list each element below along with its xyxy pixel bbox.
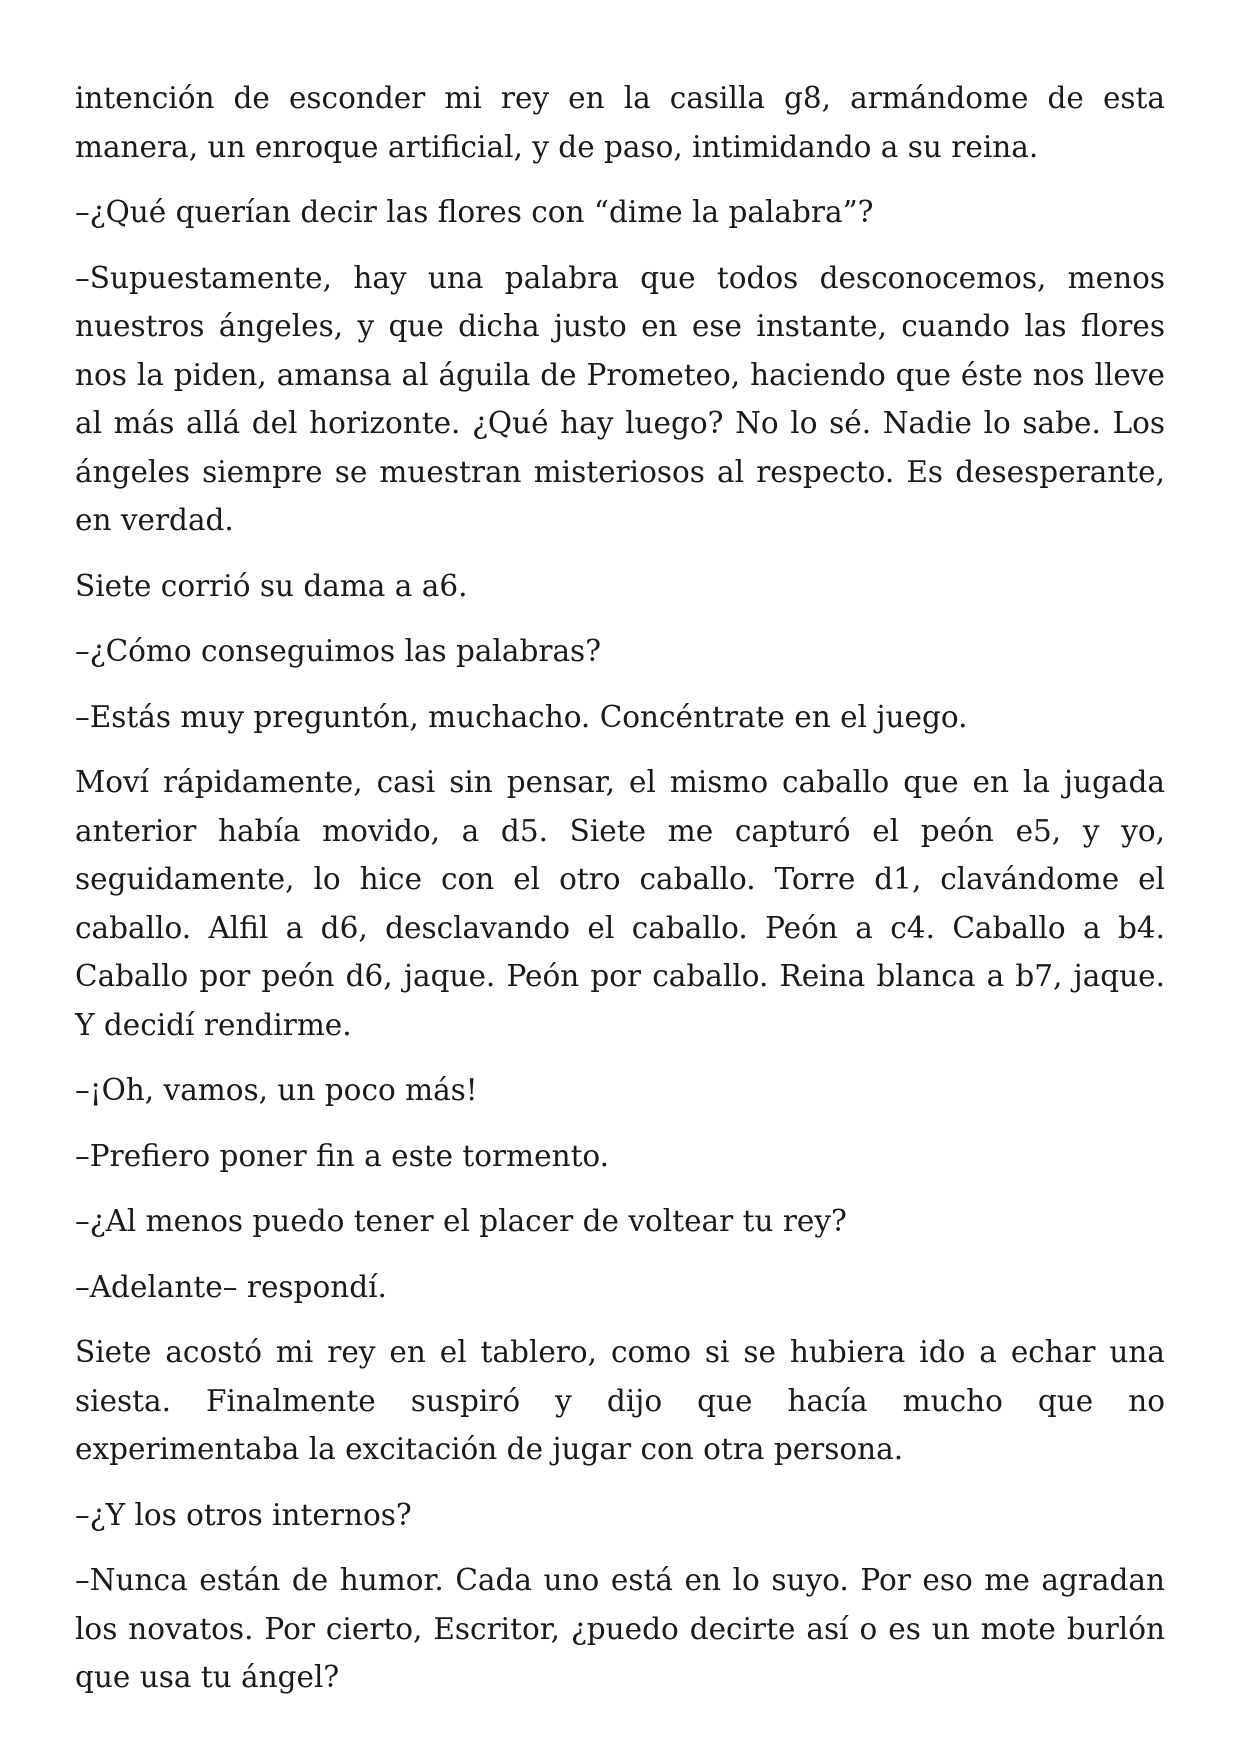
paragraph: Siete acostó mi rey en el tablero, como si se hubiera ido a echar una siesta. Finalmente suspiró y dijo que hacía mucho que no experimentaba la excitación de jugar con otra persona. [75,1335,1165,1466]
paragraph: –¿Cómo conseguimos las palabras? [75,634,602,668]
paragraph: –Adelante– respondí. [75,1269,387,1304]
paragraph: Siete corrió su dama a a6. [75,568,468,603]
paragraph: –¿Qué querían decir las flores con “dime la palabra”? [75,195,874,229]
paragraph: –Prefiero poner fin a este tormento. [75,1138,610,1173]
paragraph: –Supuestamente, hay una palabra que todos desconocemos, menos nuestros ángeles, y que dicha justo en ese instante, cuando las flores nos la piden, amansa al águila de Prometeo, haciendo que éste nos lleve al más allá del horizonte. ¿Qué hay luego? No lo sé. Nadie lo sabe. Los ángeles siempre se muestran misteriosos al respecto. Es desesperante, en verdad. [75,260,1165,537]
paragraph: –Estás muy preguntón, muchacho. Concéntrate en el juego. [75,699,968,734]
document-page [75,74,1165,1719]
paragraph: –¡Oh, vamos, un poco más! [75,1073,478,1107]
paragraph: –¿Al menos puedo tener el placer de voltear tu rey? [75,1204,847,1238]
paragraph: Moví rápidamente, casi sin pensar, el mismo caballo que en la jugada anterior había movido, a d5. Siete me capturó el peón e5, y yo, seguidamente, lo hice con el otro caballo. Torre d1, clavándome el caballo. Alfil a d6, desclavando el caballo. Peón a c4. Caballo a b4. Caballo por peón d6, jaque. Peón por caballo. Reina blanca a b7, jaque. Y decidí rendirme. [75,765,1165,1042]
paragraph: –¿Y los otros internos? [75,1497,412,1532]
paragraph: –Nunca están de humor. Cada uno está en lo suyo. Por eso me agradan los novatos. Por cierto, Escritor, ¿puedo decirte así o es un mote burlón que usa tu ángel? [75,1563,1165,1694]
paragraph: intención de esconder mi rey en la casilla g8, armándome de esta manera, un enroque artificial, y de paso, intimidando a su reina. [75,81,1165,164]
